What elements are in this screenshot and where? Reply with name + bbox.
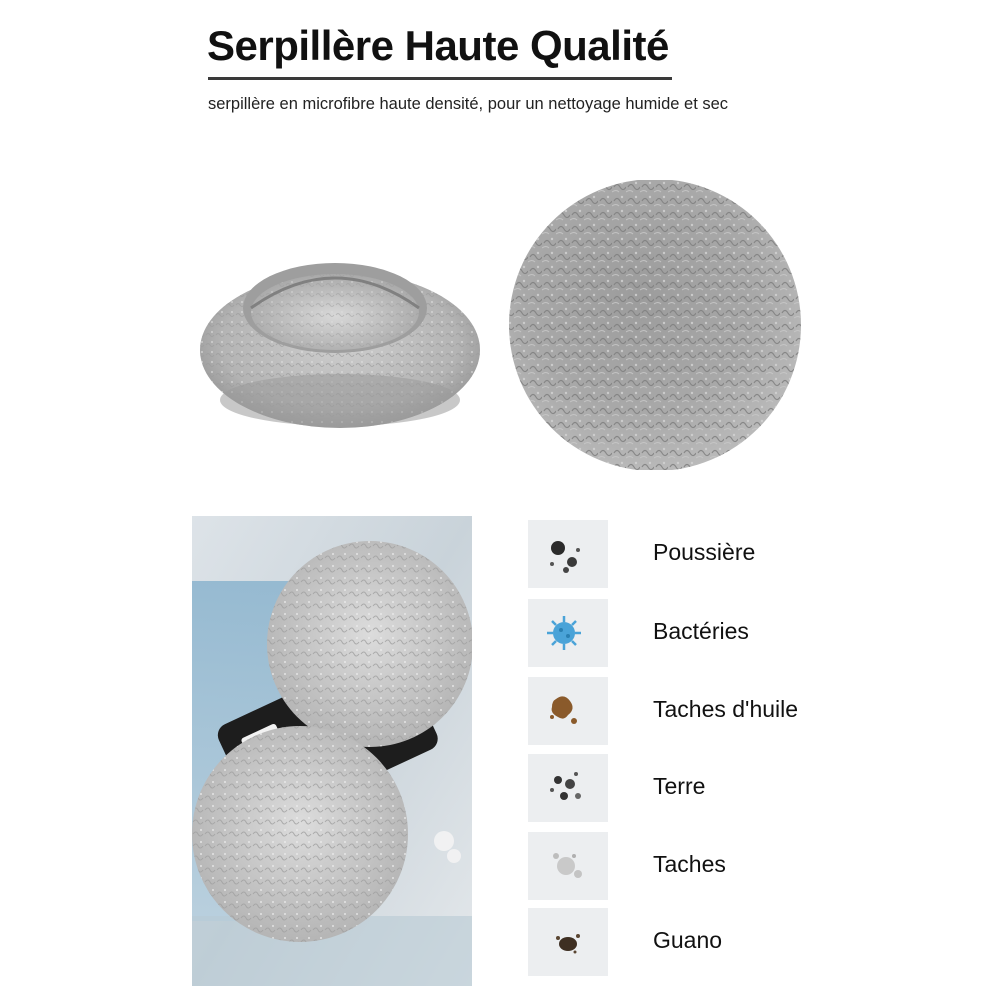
window-cleaning-robot-photo — [192, 516, 472, 986]
guano-stain-icon — [528, 908, 608, 976]
contaminant-label: Bactéries — [653, 618, 749, 644]
contaminant-item-guano — [528, 908, 948, 978]
page-subtitle: serpillère en microfibre haute densité, pour un nettoyage humide et sec — [208, 95, 729, 113]
contaminant-label: Poussière — [653, 539, 756, 565]
spot-stain-icon — [528, 832, 608, 900]
bacteria-icon — [528, 599, 608, 667]
contaminant-item-bacteria — [528, 599, 948, 669]
contaminant-item-spots — [528, 832, 948, 902]
contaminant-label: Terre — [653, 773, 706, 799]
contaminant-label: Taches d'huile — [653, 696, 799, 722]
contaminant-label: Taches — [653, 851, 726, 877]
contaminant-item-dust — [528, 520, 948, 590]
microfiber-closeup-photo — [500, 180, 810, 470]
dust-stain-icon — [528, 520, 608, 588]
oil-stain-icon — [528, 677, 608, 745]
mop-pad-photo — [185, 200, 495, 445]
soil-stain-icon — [528, 754, 608, 822]
contaminant-item-oil — [528, 677, 948, 747]
contaminant-label: Guano — [653, 927, 723, 953]
title-underline — [208, 77, 672, 80]
contaminant-item-soil — [528, 754, 948, 824]
page-title: Serpillère Haute Qualité — [207, 22, 669, 69]
